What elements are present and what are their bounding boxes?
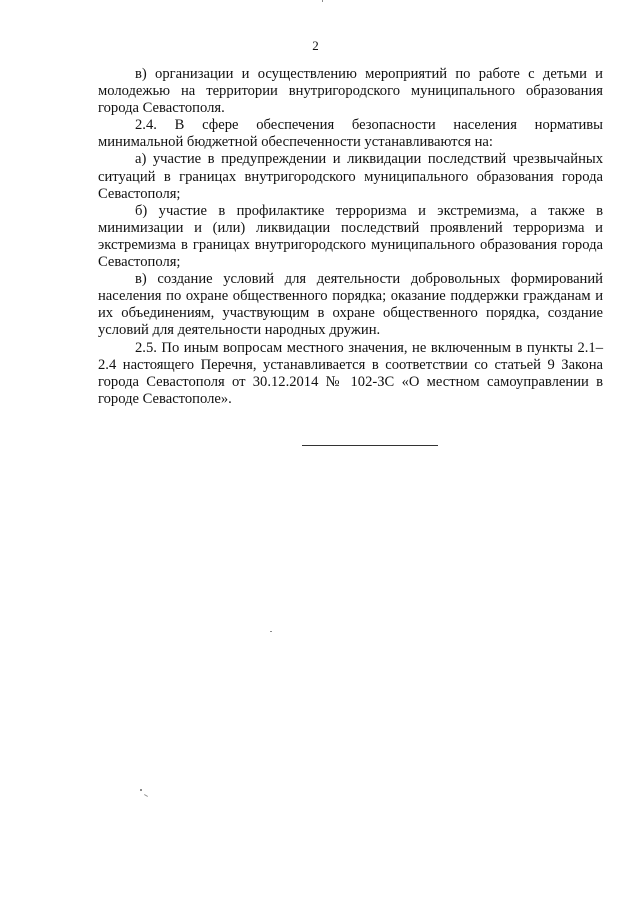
page-number: 2 bbox=[312, 38, 319, 53]
paragraph-terrorism-prevention: б) участие в профилактике терроризма и экстремизма, а также в минимизации и (или) ликвидации последствий проявлений терроризма и экстремизма в границах внутригородского муниципального образования города Севастополя; bbox=[98, 202, 603, 271]
document-body bbox=[98, 66, 603, 408]
scan-speck bbox=[140, 789, 142, 791]
paragraph-emergency-situations: а) участие в предупреждении и ликвидации последствий чрезвычайных ситуаций в границах внутригородского муниципального образования города Севастополя; bbox=[98, 151, 603, 202]
scan-speck bbox=[322, 0, 323, 2]
paragraph-youth-activities: в) организации и осуществлению мероприятий по работе с детьми и молодежью на территории внутригородского муниципального образования города Севастополя. bbox=[98, 66, 603, 117]
paragraph-volunteer-formations: в) создание условий для деятельности добровольных формирований населения по охране общественного порядка; оказание поддержки гражданам и их объединениям, участвующим в охране общественного порядка, создание условий для деятельности народных дружин. bbox=[98, 271, 603, 339]
scan-speck bbox=[144, 794, 148, 797]
end-of-text-rule bbox=[302, 445, 438, 446]
paragraph-2-4-security: 2.4. В сфере обеспечения безопасности населения нормативы минимальной бюджетной обеспеченности устанавливаются на: bbox=[98, 117, 603, 151]
paragraph-2-5-other-matters: 2.5. По иным вопросам местного значения, не включенным в пункты 2.1–2.4 настоящего Перечня, устанавливается в соответствии со статьей 9 Закона города Севастополя от 30.12.2014 № 102-ЗС «О местном самоуправлении в городе Севастополе». bbox=[98, 339, 603, 407]
scan-speck bbox=[270, 631, 272, 632]
